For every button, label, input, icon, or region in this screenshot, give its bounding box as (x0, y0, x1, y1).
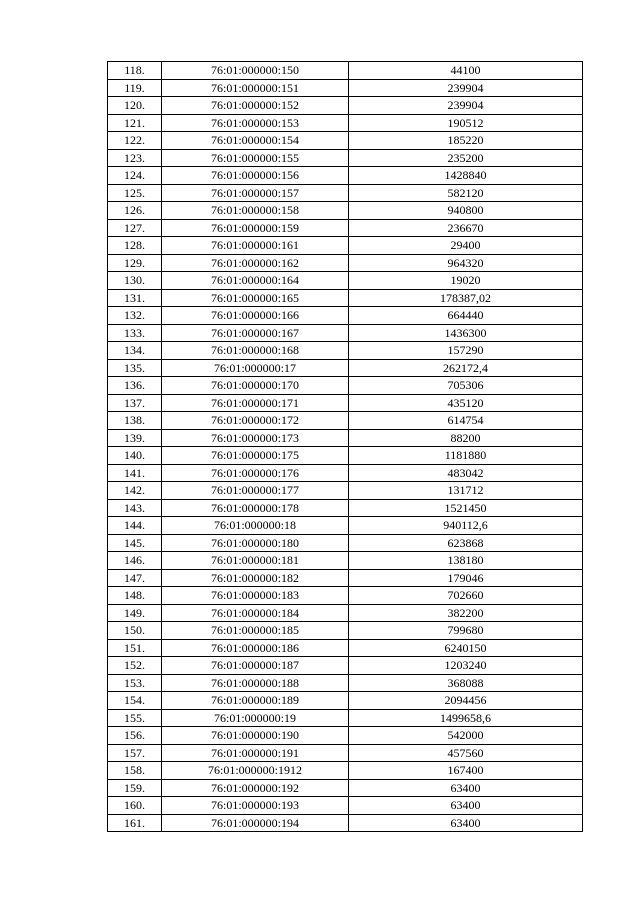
cadastral-value-cell: 179046 (349, 569, 583, 587)
table-row (108, 587, 583, 605)
row-number-cell: 120. (108, 97, 162, 115)
row-number-cell: 145. (108, 534, 162, 552)
cadastral-value-cell: 483042 (349, 464, 583, 482)
row-number-cell: 125. (108, 184, 162, 202)
cadastral-number-cell: 76:01:000000:19 (162, 709, 349, 727)
table-row (108, 657, 583, 675)
cadastral-value-cell: 185220 (349, 132, 583, 150)
cadastral-value-cell: 157290 (349, 342, 583, 360)
cadastral-value-cell: 44100 (349, 62, 583, 80)
cadastral-value-cell: 457560 (349, 744, 583, 762)
cadastral-number-cell: 76:01:000000:154 (162, 132, 349, 150)
row-number-cell: 119. (108, 79, 162, 97)
cadastral-number-cell: 76:01:000000:18 (162, 517, 349, 535)
table-row (108, 692, 583, 710)
row-number-cell: 147. (108, 569, 162, 587)
cadastral-number-cell: 76:01:000000:162 (162, 254, 349, 272)
table-row (108, 114, 583, 132)
row-number-cell: 158. (108, 762, 162, 780)
row-number-cell: 133. (108, 324, 162, 342)
row-number-cell: 131. (108, 289, 162, 307)
table-row (108, 429, 583, 447)
cadastral-value-cell: 167400 (349, 762, 583, 780)
table-row (108, 552, 583, 570)
cadastral-number-cell: 76:01:000000:175 (162, 447, 349, 465)
cadastral-value-cell: 623868 (349, 534, 583, 552)
cadastral-value-table (107, 61, 583, 832)
cadastral-number-cell: 76:01:000000:178 (162, 499, 349, 517)
cadastral-value-cell: 2094456 (349, 692, 583, 710)
cadastral-value-cell: 702660 (349, 587, 583, 605)
cadastral-number-cell: 76:01:000000:189 (162, 692, 349, 710)
cadastral-value-cell: 88200 (349, 429, 583, 447)
cadastral-number-cell: 76:01:000000:159 (162, 219, 349, 237)
cadastral-number-cell: 76:01:000000:172 (162, 412, 349, 430)
row-number-cell: 140. (108, 447, 162, 465)
row-number-cell: 161. (108, 814, 162, 832)
cadastral-number-cell: 76:01:000000:170 (162, 377, 349, 395)
row-number-cell: 132. (108, 307, 162, 325)
row-number-cell: 122. (108, 132, 162, 150)
row-number-cell: 130. (108, 272, 162, 290)
row-number-cell: 152. (108, 657, 162, 675)
row-number-cell: 154. (108, 692, 162, 710)
cadastral-number-cell: 76:01:000000:187 (162, 657, 349, 675)
table-row (108, 534, 583, 552)
cadastral-value-cell: 1203240 (349, 657, 583, 675)
table-row (108, 289, 583, 307)
cadastral-number-cell: 76:01:000000:193 (162, 797, 349, 815)
cadastral-value-cell: 435120 (349, 394, 583, 412)
row-number-cell: 134. (108, 342, 162, 360)
table-row (108, 482, 583, 500)
cadastral-number-cell: 76:01:000000:180 (162, 534, 349, 552)
cadastral-value-cell: 63400 (349, 814, 583, 832)
cadastral-number-cell: 76:01:000000:17 (162, 359, 349, 377)
cadastral-number-cell: 76:01:000000:181 (162, 552, 349, 570)
row-number-cell: 137. (108, 394, 162, 412)
cadastral-number-cell: 76:01:000000:194 (162, 814, 349, 832)
cadastral-value-cell: 63400 (349, 779, 583, 797)
table-row (108, 62, 583, 80)
cadastral-value-cell: 940112,6 (349, 517, 583, 535)
cadastral-value-cell: 262172,4 (349, 359, 583, 377)
cadastral-value-cell: 138180 (349, 552, 583, 570)
table-row (108, 272, 583, 290)
table-row (108, 517, 583, 535)
cadastral-number-cell: 76:01:000000:166 (162, 307, 349, 325)
cadastral-value-cell: 190512 (349, 114, 583, 132)
cadastral-value-cell: 63400 (349, 797, 583, 815)
cadastral-number-cell: 76:01:000000:183 (162, 587, 349, 605)
cadastral-value-cell: 614754 (349, 412, 583, 430)
row-number-cell: 149. (108, 604, 162, 622)
table-row (108, 779, 583, 797)
row-number-cell: 150. (108, 622, 162, 640)
table-row (108, 394, 583, 412)
table-row (108, 359, 583, 377)
table-row (108, 744, 583, 762)
table-row (108, 237, 583, 255)
row-number-cell: 129. (108, 254, 162, 272)
cadastral-number-cell: 76:01:000000:173 (162, 429, 349, 447)
cadastral-number-cell: 76:01:000000:152 (162, 97, 349, 115)
table-row (108, 79, 583, 97)
table-row (108, 219, 583, 237)
cadastral-number-cell: 76:01:000000:190 (162, 727, 349, 745)
row-number-cell: 144. (108, 517, 162, 535)
cadastral-value-cell: 382200 (349, 604, 583, 622)
cadastral-number-cell: 76:01:000000:153 (162, 114, 349, 132)
row-number-cell: 139. (108, 429, 162, 447)
cadastral-number-cell: 76:01:000000:184 (162, 604, 349, 622)
cadastral-value-cell: 178387,02 (349, 289, 583, 307)
table-row (108, 412, 583, 430)
cadastral-number-cell: 76:01:000000:177 (162, 482, 349, 500)
cadastral-value-cell: 368088 (349, 674, 583, 692)
table-row (108, 132, 583, 150)
table-row (108, 814, 583, 832)
cadastral-number-cell: 76:01:000000:168 (162, 342, 349, 360)
row-number-cell: 141. (108, 464, 162, 482)
cadastral-value-cell: 705306 (349, 377, 583, 395)
table-row (108, 797, 583, 815)
cadastral-number-cell: 76:01:000000:186 (162, 639, 349, 657)
table-row (108, 499, 583, 517)
row-number-cell: 127. (108, 219, 162, 237)
cadastral-value-cell: 964320 (349, 254, 583, 272)
cadastral-number-cell: 76:01:000000:164 (162, 272, 349, 290)
row-number-cell: 146. (108, 552, 162, 570)
cadastral-number-cell: 76:01:000000:150 (162, 62, 349, 80)
row-number-cell: 138. (108, 412, 162, 430)
row-number-cell: 123. (108, 149, 162, 167)
cadastral-value-cell: 239904 (349, 79, 583, 97)
table-row (108, 342, 583, 360)
cadastral-value-cell: 1521450 (349, 499, 583, 517)
cadastral-number-cell: 76:01:000000:191 (162, 744, 349, 762)
row-number-cell: 118. (108, 62, 162, 80)
cadastral-value-cell: 582120 (349, 184, 583, 202)
table-row (108, 254, 583, 272)
table-row (108, 149, 583, 167)
row-number-cell: 128. (108, 237, 162, 255)
cadastral-value-cell: 664440 (349, 307, 583, 325)
cadastral-number-cell: 76:01:000000:161 (162, 237, 349, 255)
row-number-cell: 159. (108, 779, 162, 797)
cadastral-value-cell: 1181880 (349, 447, 583, 465)
row-number-cell: 151. (108, 639, 162, 657)
cadastral-number-cell: 76:01:000000:192 (162, 779, 349, 797)
cadastral-number-cell: 76:01:000000:157 (162, 184, 349, 202)
cadastral-number-cell: 76:01:000000:182 (162, 569, 349, 587)
cadastral-number-cell: 76:01:000000:185 (162, 622, 349, 640)
table-row (108, 202, 583, 220)
cadastral-number-cell: 76:01:000000:188 (162, 674, 349, 692)
cadastral-value-cell: 19020 (349, 272, 583, 290)
table-row (108, 167, 583, 185)
table-row (108, 604, 583, 622)
table-row (108, 377, 583, 395)
row-number-cell: 143. (108, 499, 162, 517)
table-row (108, 762, 583, 780)
cadastral-value-cell: 236670 (349, 219, 583, 237)
cadastral-number-cell: 76:01:000000:156 (162, 167, 349, 185)
row-number-cell: 135. (108, 359, 162, 377)
table-row (108, 307, 583, 325)
cadastral-number-cell: 76:01:000000:165 (162, 289, 349, 307)
row-number-cell: 157. (108, 744, 162, 762)
cadastral-number-cell: 76:01:000000:155 (162, 149, 349, 167)
row-number-cell: 136. (108, 377, 162, 395)
table-row (108, 639, 583, 657)
cadastral-number-cell: 76:01:000000:167 (162, 324, 349, 342)
cadastral-value-cell: 239904 (349, 97, 583, 115)
cadastral-number-cell: 76:01:000000:158 (162, 202, 349, 220)
table-row (108, 97, 583, 115)
cadastral-value-cell: 29400 (349, 237, 583, 255)
cadastral-value-cell: 6240150 (349, 639, 583, 657)
table-row (108, 727, 583, 745)
row-number-cell: 148. (108, 587, 162, 605)
table-row (108, 447, 583, 465)
cadastral-number-cell: 76:01:000000:1912 (162, 762, 349, 780)
row-number-cell: 153. (108, 674, 162, 692)
cadastral-value-cell: 131712 (349, 482, 583, 500)
row-number-cell: 156. (108, 727, 162, 745)
row-number-cell: 155. (108, 709, 162, 727)
table-row (108, 184, 583, 202)
table-row (108, 464, 583, 482)
row-number-cell: 126. (108, 202, 162, 220)
row-number-cell: 160. (108, 797, 162, 815)
cadastral-number-cell: 76:01:000000:176 (162, 464, 349, 482)
cadastral-number-cell: 76:01:000000:151 (162, 79, 349, 97)
table-row (108, 324, 583, 342)
cadastral-value-cell: 542000 (349, 727, 583, 745)
row-number-cell: 121. (108, 114, 162, 132)
table-body (108, 62, 583, 832)
table-row (108, 674, 583, 692)
cadastral-number-cell: 76:01:000000:171 (162, 394, 349, 412)
cadastral-value-cell: 799680 (349, 622, 583, 640)
cadastral-value-cell: 235200 (349, 149, 583, 167)
row-number-cell: 124. (108, 167, 162, 185)
cadastral-value-cell: 1436300 (349, 324, 583, 342)
cadastral-value-cell: 1499658,6 (349, 709, 583, 727)
row-number-cell: 142. (108, 482, 162, 500)
table-row (108, 569, 583, 587)
cadastral-value-cell: 940800 (349, 202, 583, 220)
table-row (108, 709, 583, 727)
table-row (108, 622, 583, 640)
cadastral-value-cell: 1428840 (349, 167, 583, 185)
